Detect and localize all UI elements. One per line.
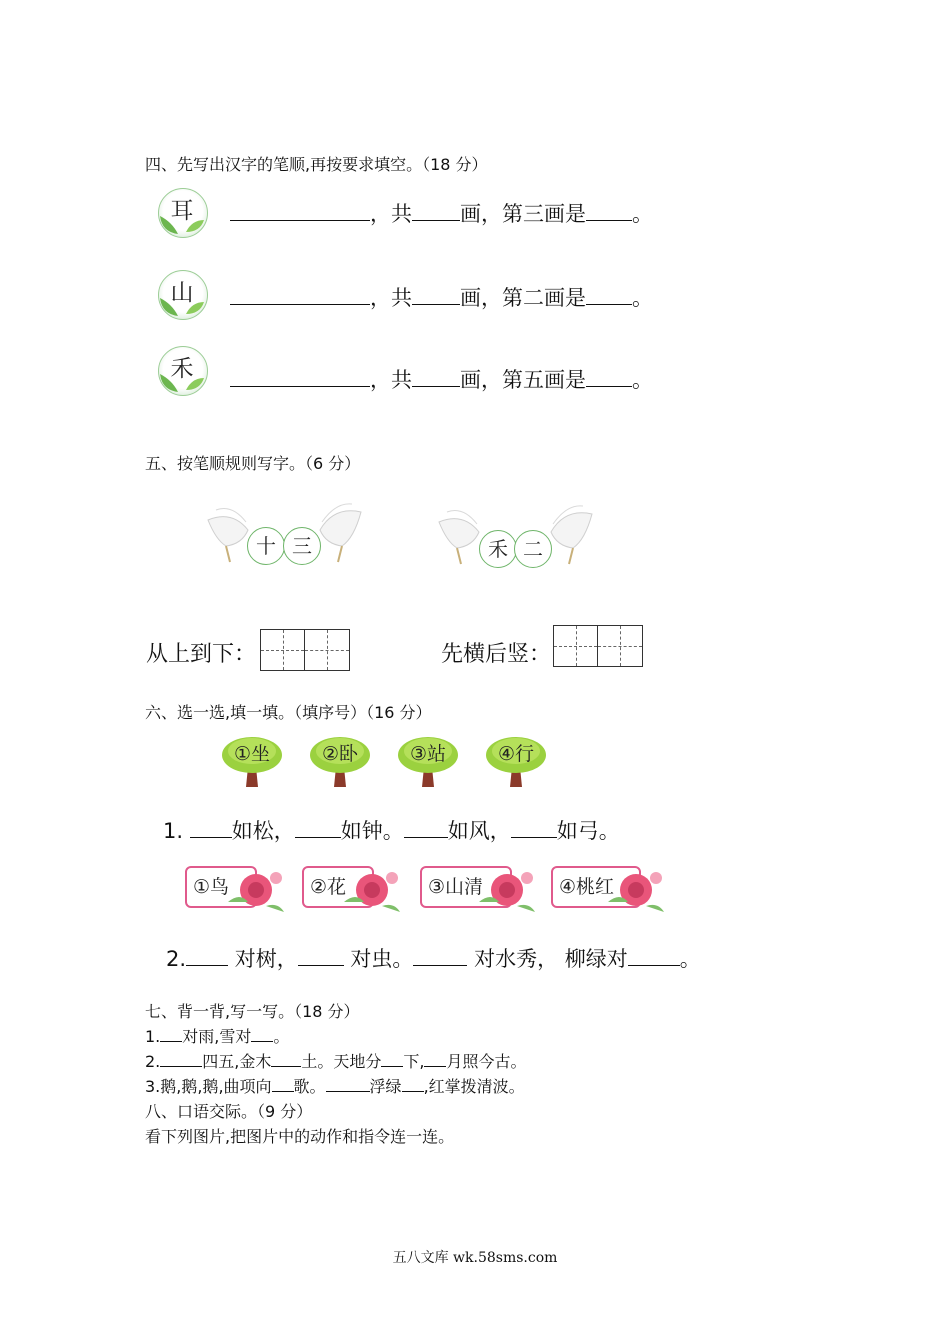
answer-blank[interactable] — [381, 1065, 403, 1067]
stroke-row-2: ，共 画，第二画是 。 — [230, 282, 653, 312]
answer-blank[interactable] — [326, 1090, 370, 1092]
answer-blank[interactable] — [186, 964, 228, 966]
stroke-order-blank[interactable] — [230, 385, 370, 387]
char-badge-er — [156, 186, 208, 238]
stroke-count-blank[interactable] — [412, 303, 460, 305]
tree-option: ④行 — [484, 733, 548, 789]
stroke-order-blank[interactable] — [230, 303, 370, 305]
stroke-char-badge: 三 — [283, 527, 321, 565]
flower-icon — [222, 862, 292, 918]
writing-grid[interactable] — [260, 629, 350, 671]
answer-blank[interactable] — [424, 1065, 446, 1067]
answer-blank[interactable] — [271, 1065, 301, 1067]
section-4-title: 四、先写出汉字的笔顺,再按要求填空。（18 分） — [145, 155, 488, 174]
flower-card-option: ②花 — [302, 866, 374, 908]
answer-blank[interactable] — [190, 836, 232, 838]
answer-blank[interactable] — [402, 1090, 424, 1092]
flower-icon — [602, 862, 672, 918]
answer-blank[interactable] — [413, 964, 467, 966]
stroke-count-blank[interactable] — [412, 219, 460, 221]
section-7-title: 七、背一背,写一写。（18 分） — [145, 1002, 360, 1021]
section-5-title: 五、按笔顺规则写字。（6 分） — [145, 454, 361, 473]
dove-pair-icon — [433, 502, 598, 574]
stroke-char-badge: 十 — [247, 527, 285, 565]
answer-blank[interactable] — [404, 836, 448, 838]
recite-line-2: 2. 四五,金木 土。天地分 下, 月照今古。 — [145, 1052, 527, 1071]
stroke-count-blank[interactable] — [412, 385, 460, 387]
question-2: 2. 对树， 对虫。 对水秀， 柳绿对 。 — [166, 947, 701, 971]
recite-line-3: 3.鹅,鹅,鹅,曲项向 歌。 浮绿 ,红掌拨清波。 — [145, 1077, 525, 1096]
recite-line-1: 1. 对雨,雪对 。 — [145, 1027, 290, 1046]
stroke-char-badge: 禾 — [479, 530, 517, 568]
flower-card-option: ④桃红 — [551, 866, 641, 908]
section-8-title: 八、口语交际。（9 分） — [145, 1102, 313, 1121]
stroke-answer-blank[interactable] — [586, 303, 632, 305]
answer-blank[interactable] — [511, 836, 557, 838]
answer-blank[interactable] — [160, 1065, 202, 1067]
answer-blank[interactable] — [272, 1090, 294, 1092]
footer-watermark: 五八文库 wk.58sms.com — [392, 1250, 558, 1266]
char: 耳 — [170, 198, 194, 224]
stroke-char-badge: 二 — [514, 530, 552, 568]
rule-label-top-down: 从上到下： — [146, 642, 257, 667]
tree-option: ①坐 — [220, 733, 284, 789]
stroke-answer-blank[interactable] — [586, 219, 632, 221]
flower-card-option: ③山清 — [420, 866, 512, 908]
writing-grid[interactable] — [553, 625, 643, 667]
flower-icon — [338, 862, 408, 918]
answer-blank[interactable] — [160, 1040, 182, 1042]
answer-blank[interactable] — [628, 964, 680, 966]
section-6-title: 六、选一选,填一填。（填序号）（16 分） — [145, 703, 432, 722]
tree-option: ③站 — [396, 733, 460, 789]
flower-icon — [473, 862, 543, 918]
stroke-answer-blank[interactable] — [586, 385, 632, 387]
rule-label-horizontal-first: 先横后竖： — [441, 642, 552, 667]
tree-option: ②卧 — [308, 733, 372, 789]
answer-blank[interactable] — [295, 836, 341, 838]
stroke-row-3: ，共 画，第五画是 。 — [230, 364, 653, 394]
stroke-row-1: ，共 画，第三画是 。 — [230, 198, 653, 228]
question-1: 1. 如松， 如钟。 如风， 如弓。 — [163, 819, 620, 843]
answer-blank[interactable] — [298, 964, 344, 966]
flower-card-option: ①鸟 — [185, 866, 257, 908]
char: 山 — [170, 280, 194, 306]
char-badge-he — [156, 344, 208, 396]
char: 禾 — [170, 356, 194, 382]
stroke-order-blank[interactable] — [230, 219, 370, 221]
answer-blank[interactable] — [251, 1040, 273, 1042]
char-badge-shan — [156, 268, 208, 320]
section-8-instruction: 看下列图片,把图片中的动作和指令连一连。 — [145, 1127, 455, 1146]
